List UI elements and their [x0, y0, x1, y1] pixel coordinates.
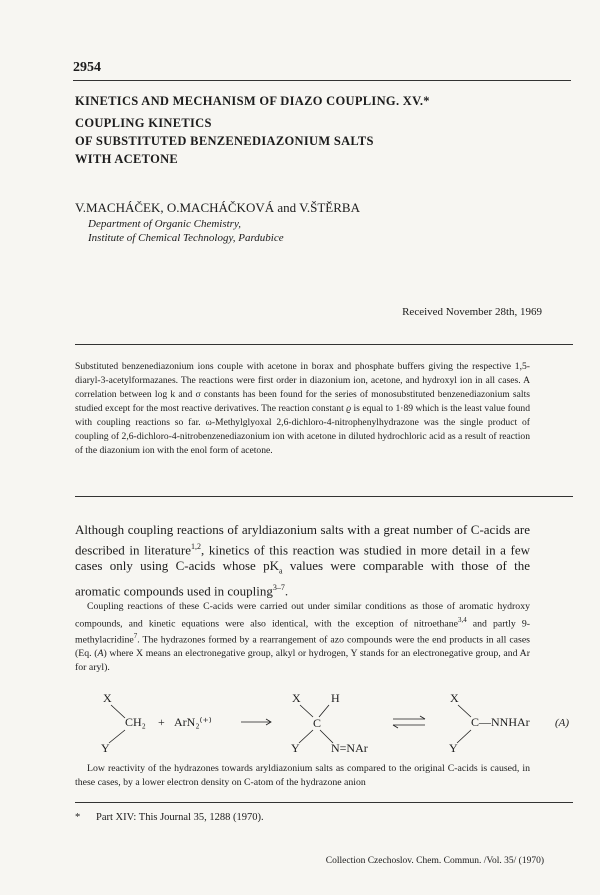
journal-citation: Collection Czechoslov. Chem. Commun. /Vol. 35/ (1970): [325, 856, 544, 866]
scheme-reagent: ArN₂⁽⁺⁾: [174, 715, 212, 729]
article-title-line-1: KINETICS AND MECHANISM OF DIAZO COUPLING. XV.*: [75, 94, 430, 108]
page-number: 2954: [73, 60, 101, 75]
authors: V.MACHÁČEK, O.MACHÁČKOVÁ and V.ŠTĚRBA: [75, 200, 360, 215]
rho-symbol: ϱ: [346, 403, 352, 414]
scheme-n-nar: N=NAr: [331, 741, 368, 755]
bond-y3: [457, 730, 471, 743]
bond-x3: [458, 705, 471, 717]
reaction-scheme: [75, 688, 575, 758]
bond-x1: [111, 705, 125, 718]
affiliation-line-2: Institute of Chemical Technology, Pardubice: [88, 232, 284, 244]
abstract-bottom-rule: [75, 496, 573, 497]
scheme-c-nnhar: C—NNHAr: [471, 715, 530, 729]
scheme-x1: X: [103, 691, 112, 705]
scheme-plus: +: [158, 715, 165, 729]
bond-y1: [109, 730, 125, 743]
abstract-top-rule: [75, 344, 573, 345]
scheme-y2: Y: [291, 741, 300, 755]
bond-y2: [299, 730, 313, 743]
body-paragraph-1: Coupling reactions of these C-acids were carried out under similar conditions as those of aromatic hydroxy compounds, and kinetic equations were also identical, with the exception of nitroethane$^{3,4}$ and partly 9-methylacridine$^7$. The hydrazones formed by a rearrangement of azo compounds were the end products in all cases (Eq. (A) where X means an electronegative group, alkyl or hydrogen, Y stands for an electronegative group, and Ar for aryl).: [75, 601, 530, 673]
intro-paragraph: Although coupling reactions of aryldiazonium salts with a great number of C-acids are described in literature$^{1,2}$, kinetics of this reaction was studied in more detail in a few cases only using C-acids whose $pK_a$ values were comparable with those of the aromatic compounds used in coupling$^{3-7}$.: [75, 522, 531, 599]
bond-x2: [300, 705, 313, 717]
header-rule: [73, 80, 571, 81]
scheme-x3: X: [450, 691, 459, 705]
scheme-ch2: CH₂: [125, 715, 146, 729]
scheme-x2: X: [292, 691, 301, 705]
footnote-rule: [75, 802, 573, 803]
scheme-h: H: [331, 691, 340, 705]
body-paragraph-2: Low reactivity of the hydrazones towards aryldiazonium salts as compared to the original C-acids is caused, in these cases, by a lower electron density on C-atom of the hydrazone anion: [75, 763, 530, 788]
scheme-c: C: [313, 716, 322, 730]
footnote: * Part XIV: This Journal 35, 1288 (1970).: [75, 812, 264, 823]
article-title-line-4: WITH ACETONE: [75, 152, 179, 166]
abstract: Substituted benzenediazonium ions couple with acetone in borax and phosphate buffers giving the respective 1,5-diaryl-3-acetylformazanes. The reactions were first order in diazonium ion, acetone, and hydroxyl ion in all cases. A correlation between log k and σ constants has been found for the series of monosubstituted benzenediazonium salts studied except for the most reactive derivatives. The reaction constant ϱ is equal to 1·89 which is the least value found with coupling reactions so far. ω-Methylglyoxal 2,6-dichloro-4-nitrophenylhydrazone was the single product of coupling of 2,6-dichloro-4-nitrobenzenediazonium ion with acetone in diluted hydrochloric acid as a result of reaction of the diazonium ion with the enol form of acetone.: [75, 361, 531, 456]
received-date: Received November 28th, 1969: [402, 306, 542, 318]
article-title-line-3: OF SUBSTITUTED BENZENEDIAZONIUM SALTS: [75, 134, 374, 148]
scheme-y3: Y: [449, 741, 458, 755]
article-title-line-2: COUPLING KINETICS: [75, 116, 212, 130]
scheme-y1: Y: [101, 741, 110, 755]
affiliation-line-1: Department of Organic Chemistry,: [88, 218, 241, 230]
equation-label: (A): [555, 717, 570, 729]
